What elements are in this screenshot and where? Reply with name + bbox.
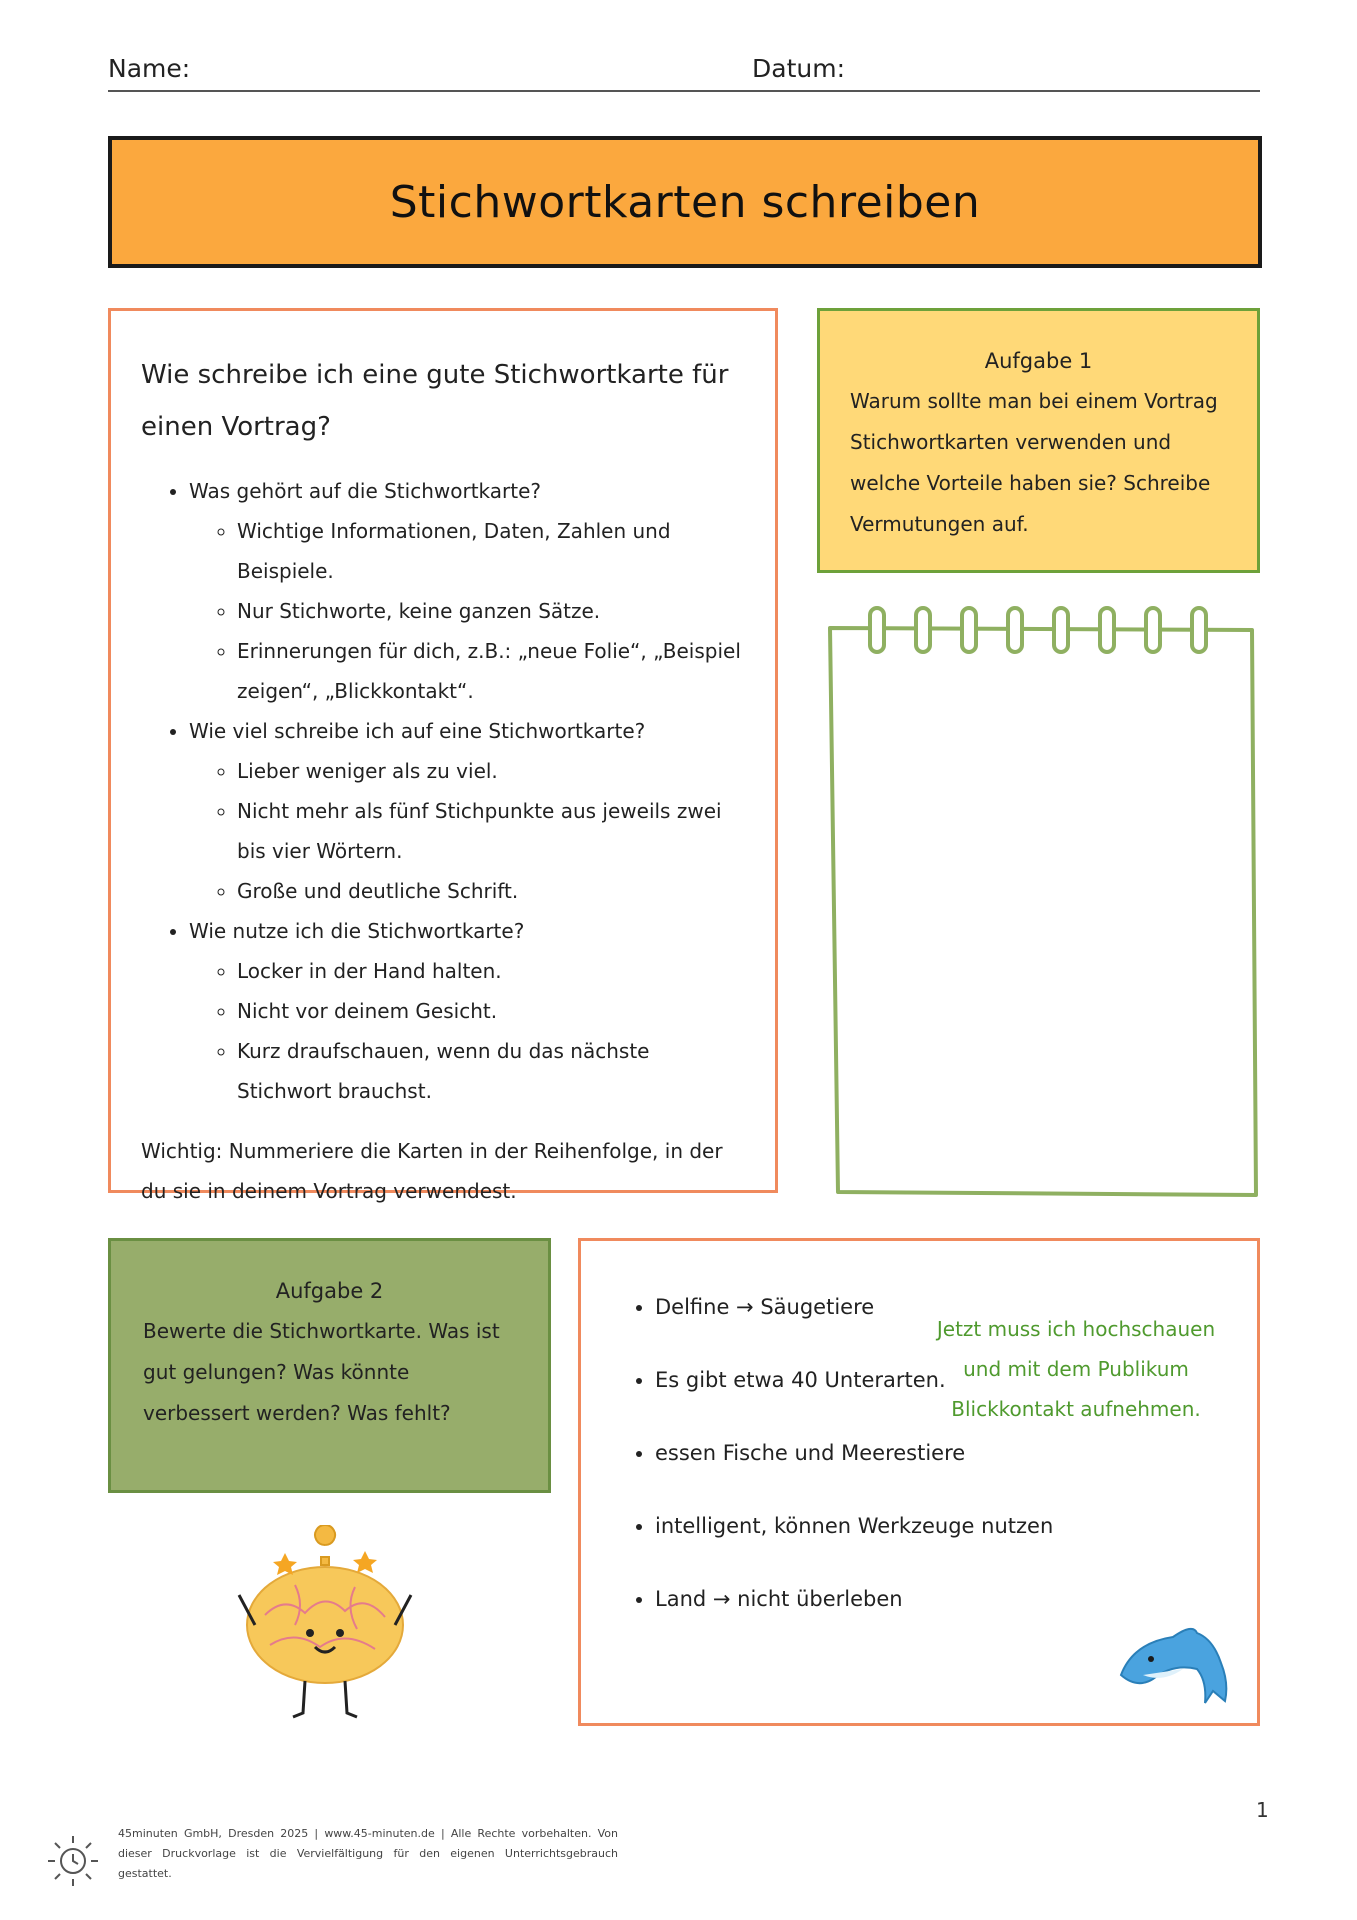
reminder-note: Jetzt muss ich hochschauen und mit dem Publikum Blickkontakt aufnehmen.	[936, 1317, 1216, 1421]
task2-box	[108, 1238, 551, 1493]
info-note: Wichtig: Nummeriere die Karten in der Reihenfolge, in der du sie in deinem Vortrag verwendest.	[141, 1139, 723, 1203]
info-item: ◦ Nur Stichworte, keine ganzen Sätze.	[237, 591, 743, 631]
brain-idea-icon	[225, 1525, 425, 1725]
info-item: ◦ Große und deutliche Schrift.	[237, 871, 743, 911]
task1-text: Warum sollte man bei einem Vortrag Stichwortkarten verwenden und welche Vorteile haben sie? Schreibe Vermutungen auf.	[850, 389, 1218, 536]
info-item: ◦ Locker in der Hand halten.	[237, 951, 743, 991]
notepad-writing-area[interactable]	[820, 600, 1260, 1200]
info-question: • Was gehört auf die Stichwortkarte? ◦ Wichtige Informationen, Daten, Zahlen und Beispiele. ◦ Nur Stichworte, keine ganzen Sätze. ◦ Erinnerungen für dich, z.B.: „neue Folie“, „Beispiel zeigen“, „Blickkontakt“.	[189, 471, 743, 711]
task2-text: Bewerte die Stichwortkarte. Was ist gut gelungen? Was könnte verbessert werden? Was fehlt?	[143, 1319, 500, 1425]
info-item: ◦ Erinnerungen für dich, z.B.: „neue Folie“, „Beispiel zeigen“, „Blickkontakt“.	[237, 631, 743, 711]
example-stichwortkarte	[578, 1238, 1260, 1726]
example-item: • Es gibt etwa 40 Unterarten.	[655, 1366, 1053, 1439]
example-item: • Land → nicht überleben	[655, 1585, 1053, 1658]
info-question: • Wie nutze ich die Stichwortkarte? ◦ Locker in der Hand halten. ◦ Nicht vor deinem Gesicht. ◦ Kurz draufschauen, wenn du das nächste Stichwort brauchst.	[189, 911, 743, 1111]
info-question: • Wie viel schreibe ich auf eine Stichwortkarte? ◦ Lieber weniger als zu viel. ◦ Nicht mehr als fünf Stichpunkte aus jeweils zwei bis vier Wörtern. ◦ Große und deutliche Schrift.	[189, 711, 743, 911]
dolphin-icon	[1113, 1613, 1238, 1708]
footer-copyright: 45minuten GmbH, Dresden 2025 | www.45-minuten.de | Alle Rechte vorbehalten. Von dieser Druckvorlage ist die Vervielfältigung für den eigenen Unterrichtsgebrauch gestattet.	[118, 1827, 618, 1880]
header-line	[108, 90, 1260, 92]
date-label: Datum:	[752, 54, 845, 83]
info-item: ◦ Kurz draufschauen, wenn du das nächste Stichwort brauchst.	[237, 1031, 743, 1111]
info-item: ◦ Wichtige Informationen, Daten, Zahlen und Beispiele.	[237, 511, 743, 591]
info-heading: Wie schreibe ich eine gute Stichwortkarte für einen Vortrag?	[141, 360, 729, 442]
info-list	[141, 471, 743, 1111]
page-number: 1	[1256, 1798, 1269, 1822]
example-item: • Delfine → Säugetiere	[655, 1293, 1053, 1366]
page-title: Stichwortkarten schreiben	[389, 176, 981, 228]
example-item: • intelligent, können Werkzeuge nutzen	[655, 1512, 1053, 1585]
info-box	[108, 308, 778, 1203]
info-item: ◦ Lieber weniger als zu viel.	[237, 751, 743, 791]
title-banner	[108, 136, 1262, 268]
sun-clock-logo-icon	[44, 1832, 102, 1890]
info-item: ◦ Nicht mehr als fünf Stichpunkte aus jeweils zwei bis vier Wörtern.	[237, 791, 743, 871]
name-label: Name:	[108, 54, 191, 83]
task1-title: Aufgabe 1	[984, 349, 1093, 373]
info-item: ◦ Nicht vor deinem Gesicht.	[237, 991, 743, 1031]
example-item: • essen Fische und Meerestiere	[655, 1439, 1053, 1512]
task1-box	[817, 308, 1260, 573]
task2-title: Aufgabe 2	[275, 1279, 384, 1303]
